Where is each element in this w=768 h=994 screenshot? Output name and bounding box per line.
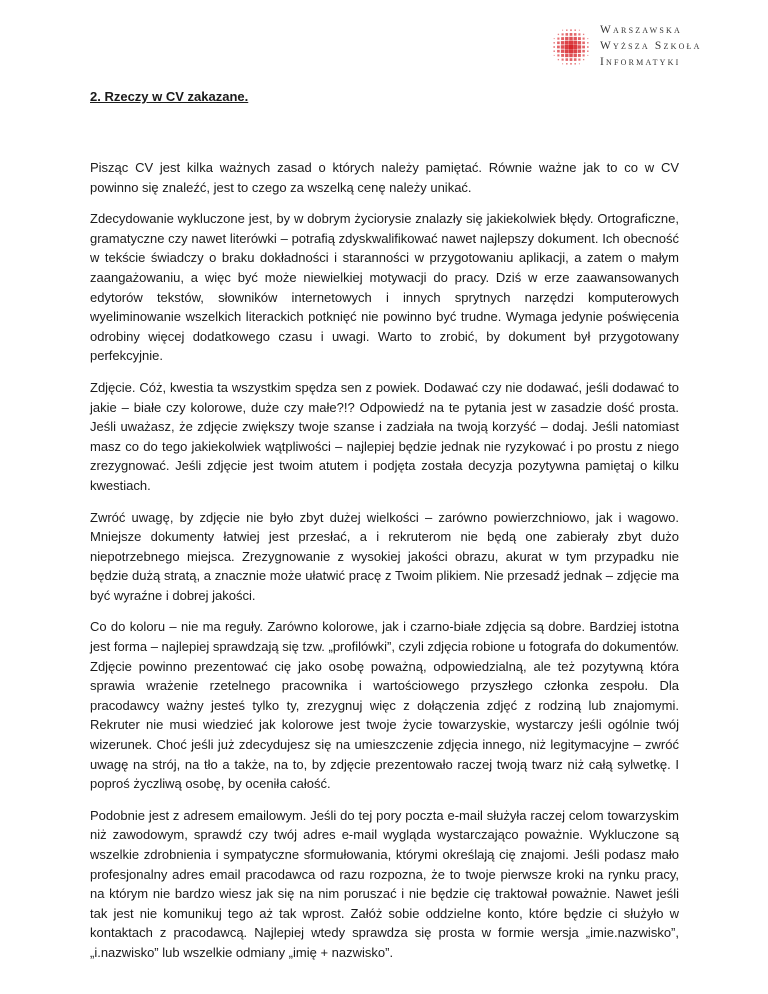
section-title: 2. Rzeczy w CV zakazane. — [90, 89, 249, 104]
wwsi-logo-icon — [548, 24, 594, 70]
paragraph-photo-color: Co do koloru – nie ma reguły. Zarówno kolorowe, jak i czarno-białe zdjęcia są dobre. Bardziej istotna jest forma – najlepiej sprawdzają się tzw. „profilówki”, czyli zdjęcia robione u fotografa do dokumentów. Zdjęcie powinno prezentować cię jako osobę poważną, odpowiedzialną, ale też pozytywną która sprawia wrażenie rzetelnego pracownika i wartościowego przyszłego członka zespołu. Dla pracodawcy ważny jesteś tylko ty, zrezygnuj więc z dołączenia zdjęć z rodziną lub znajomymi. Rekruter nie musi wiedzieć jak kolorowe jest twoje życie towarzyskie, wystarczy jeśli ogólnie twój wizerunek. Choć jeśli już zdecydujesz się na umieszczenie zdjęcia innego, niż legitymacyjne – zwróć uwagę na strój, na tło a także, na to, by zdjęcie prezentowało raczej twoją twarz niż całą sylwetkę. I poproś życzliwą osobę, by oceniła całość. — [90, 619, 679, 792]
page-header — [548, 22, 738, 72]
logo-line-3: Informatyki — [600, 56, 681, 68]
paragraph-email: Podobnie jest z adresem emailowym. Jeśli do tej pory poczta e-mail służyła raczej celom towarzyskim niż zawodowym, sprawdź czy twój adres e-mail wygląda wystarczająco poważnie. Wykluczone są wszelkie zdrobnienia i sympatyczne sformułowania, którymi określają cię znajomi. Jeśli podasz mało profesjonalny adres email pracodawca od razu rozpozna, że to twoje pierwsze kroki na rynku pracy, na którym nie bardzo wiesz jak się na nim poruszać i nie będzie cię traktował poważnie. Nawet jeśli tak jest nie komunikuj tego aż tak wprost. Załóż sobie oddzielne konto, które będzie ci służyło w kontaktach z pracodawcą. Najlepiej wtedy sprawdza się prosta w formie wersja „imie.nazwisko”, „i.nazwisko” lub wszelkie odmiany „imię + nazwisko”. — [90, 807, 679, 960]
logo-line-1: Warszawska — [600, 24, 682, 36]
document-body — [90, 88, 679, 975]
logo-line-2: Wyższa Szkoła — [600, 40, 702, 52]
paragraph-photo: Zdjęcie. Cóż, kwestia ta wszystkim spędza sen z powiek. Dodawać czy nie dodawać, jeśli dodawać to jakie – białe czy kolorowe, duże czy małe?!? Odpowiedź na te pytania jest w zasadzie dość prosta. Jeśli uważasz, że zdjęcie zwiększy twoje szanse i zadziała na twoją korzyść – dodaj. Jeśli natomiast masz co do tego jakiekolwiek wątpliwości – najlepiej będzie jednak nie ryzykować i po prostu z niego zrezygnować. Jeśli zdjęcie jest twoim atutem i podjęta została decyzja pozytywna pamiętaj o kilku kwestiach. — [90, 379, 679, 493]
paragraph-intro: Pisząc CV jest kilka ważnych zasad o których należy pamiętać. Równie ważne jak to co w CV powinno się znaleźć, jest to czego za wszelką cenę należy unikać. — [90, 160, 679, 195]
logo-text — [600, 22, 702, 70]
paragraph-errors: Zdecydowanie wykluczone jest, by w dobrym życiorysie znalazły się jakiekolwiek błędy. Ortograficzne, gramatyczne czy nawet literówki – potrafią zdyskwalifikować nawet najlepszy dokument. Ich obecność w tekście świadczy o braku dokładności i staranności w przygotowaniu aplikacji, a zatem o małym zaangażowaniu, a więc być może niewielkiej motywacji do pracy. Dziś w erze zaawansowanych edytorów tekstów, słowników internetowych i innych sprytnych narzędzi komputerowych wyeliminowanie wszelkich literackich potknięć nie powinno być trudne. Wymaga jedynie poświęcenia odrobiny więcej dodatkowego czasu i uwagi. Warto to zrobić, by dokument był przygotowany perfekcyjnie. — [90, 211, 679, 364]
paragraph-photo-size: Zwróć uwagę, by zdjęcie nie było zbyt dużej wielkości – zarówno powierzchniowo, jak i wagowo. Mniejsze dokumenty łatwiej jest przesłać, a i rekruterom nie będą one zabierały zbyt dużo niepotrzebnego miejsca. Zrezygnowanie z wysokiej jakości obrazu, akurat w tym przypadku nie będzie dużą stratą, a znacznie może ułatwić pracę z Twoim plikiem. Nie przesadź jednak – zdjęcie ma być wyraźne i dobrej jakości. — [90, 509, 679, 603]
